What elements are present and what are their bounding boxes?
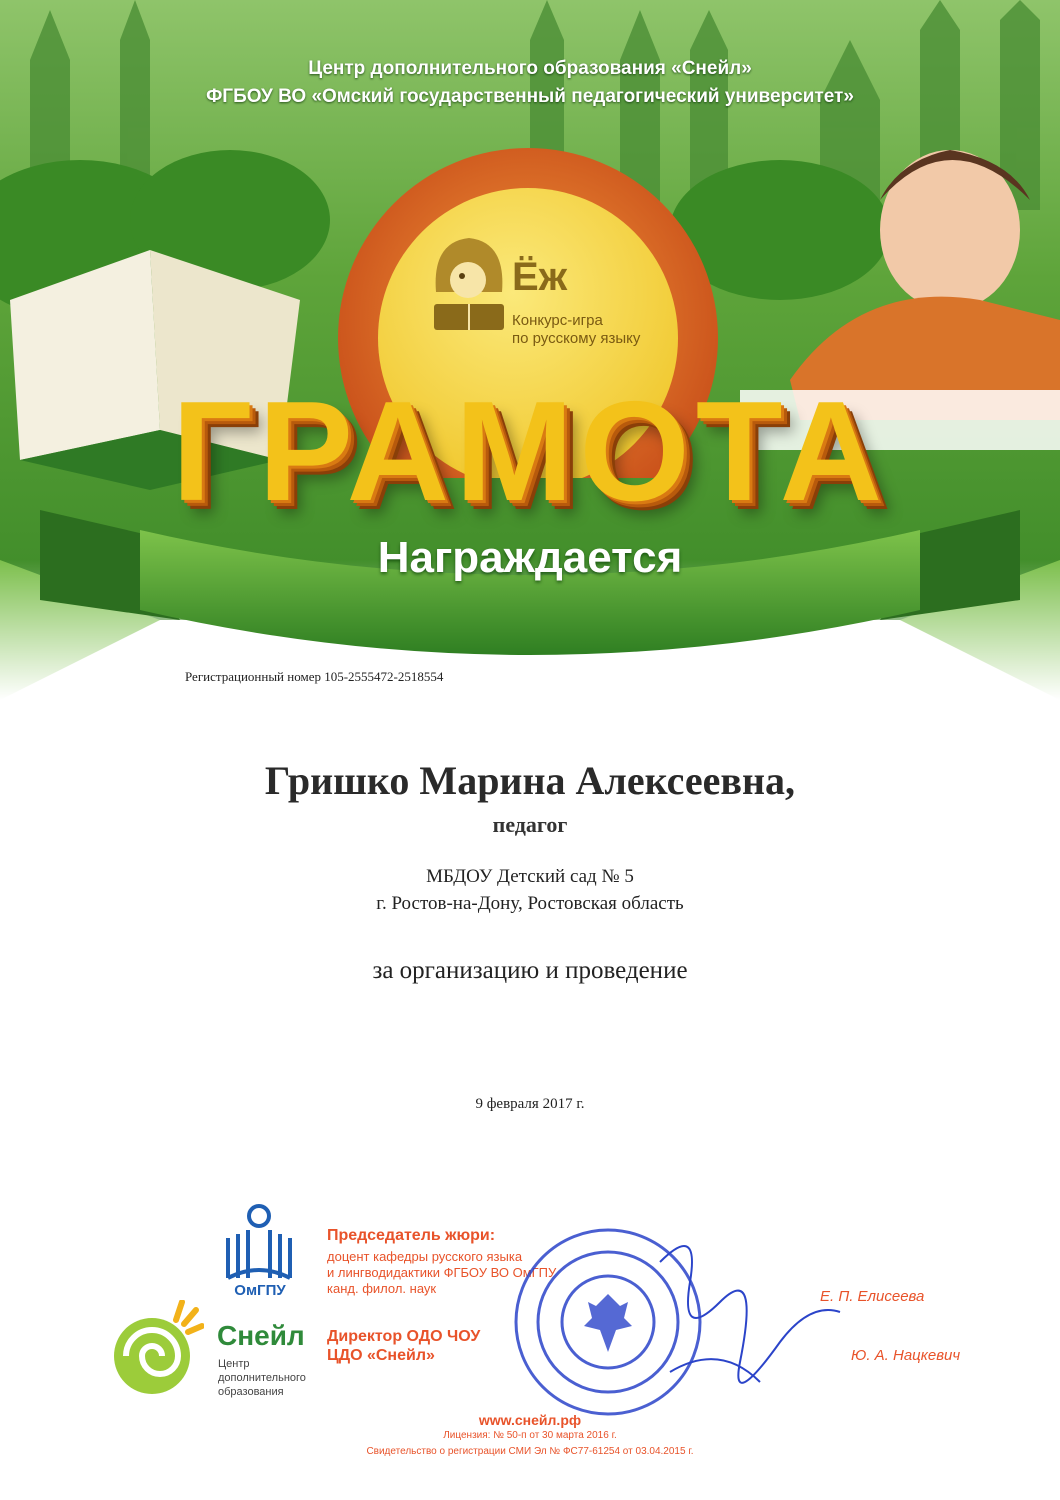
jury-chair-title: Председатель жюри: — [327, 1227, 496, 1244]
sneil-snail-logo-icon — [104, 1300, 204, 1400]
sneil-sub-3: образования — [218, 1386, 284, 1398]
recipient-organization: МБДОУ Детский сад № 5 — [426, 866, 634, 887]
media-registration: Свидетельство о регистрации СМИ Эл № ФС77-61254 от 03.04.2015 г. — [366, 1446, 694, 1457]
registration-number: Регистрационный номер 105-2555472-2518554 — [185, 669, 444, 684]
signature-icon — [640, 1222, 860, 1422]
award-reason: за организацию и проведение — [372, 957, 688, 984]
jury-chair-line-2: и лингводидактики ФГБОУ ВО ОмГПУ — [327, 1265, 557, 1280]
award-date: 9 февраля 2017 г. — [475, 1096, 585, 1112]
omgpu-label: ОмГПУ — [234, 1282, 286, 1299]
certificate-title: ГРАМОТА — [171, 372, 889, 531]
website-link[interactable]: www.снейл.рф — [478, 1412, 582, 1428]
sneil-sub-1: Центр — [218, 1358, 250, 1370]
sneil-sub-2: дополнительного — [218, 1372, 306, 1384]
recipient-name: Гришко Марина Алексеевна, — [264, 758, 796, 803]
organizer-line-1: Центр дополнительного образования «Снейл» — [308, 58, 752, 79]
director-title-2: ЦДО «Снейл» — [327, 1347, 435, 1364]
jury-chair-line-3: канд. филол. наук — [327, 1281, 437, 1296]
hedgehog-logo-icon — [428, 232, 510, 340]
awarded-label: Награждается — [377, 533, 683, 582]
contest-logo-title: Ёж — [512, 255, 568, 299]
license-info: Лицензия: № 50-п от 30 марта 2016 г. — [443, 1430, 617, 1441]
jury-chair-line-1: доцент кафедры русского языка — [327, 1249, 523, 1264]
sneil-name: Снейл — [217, 1320, 305, 1351]
director-title-1: Директор ОДО ЧОУ — [327, 1328, 481, 1345]
contest-subtitle-2: по русскому языку — [512, 330, 641, 347]
jury-chair-name: Е. П. Елисеева — [820, 1288, 925, 1305]
organizer-line-2: ФГБОУ ВО «Омский государственный педагогический университет» — [206, 86, 854, 107]
recipient-location: г. Ростов-на-Дону, Ростовская область — [376, 893, 684, 914]
director-name: Ю. А. Нацкевич — [851, 1347, 961, 1364]
recipient-role: педагог — [492, 812, 568, 837]
contest-subtitle-1: Конкурс-игра — [512, 312, 603, 329]
